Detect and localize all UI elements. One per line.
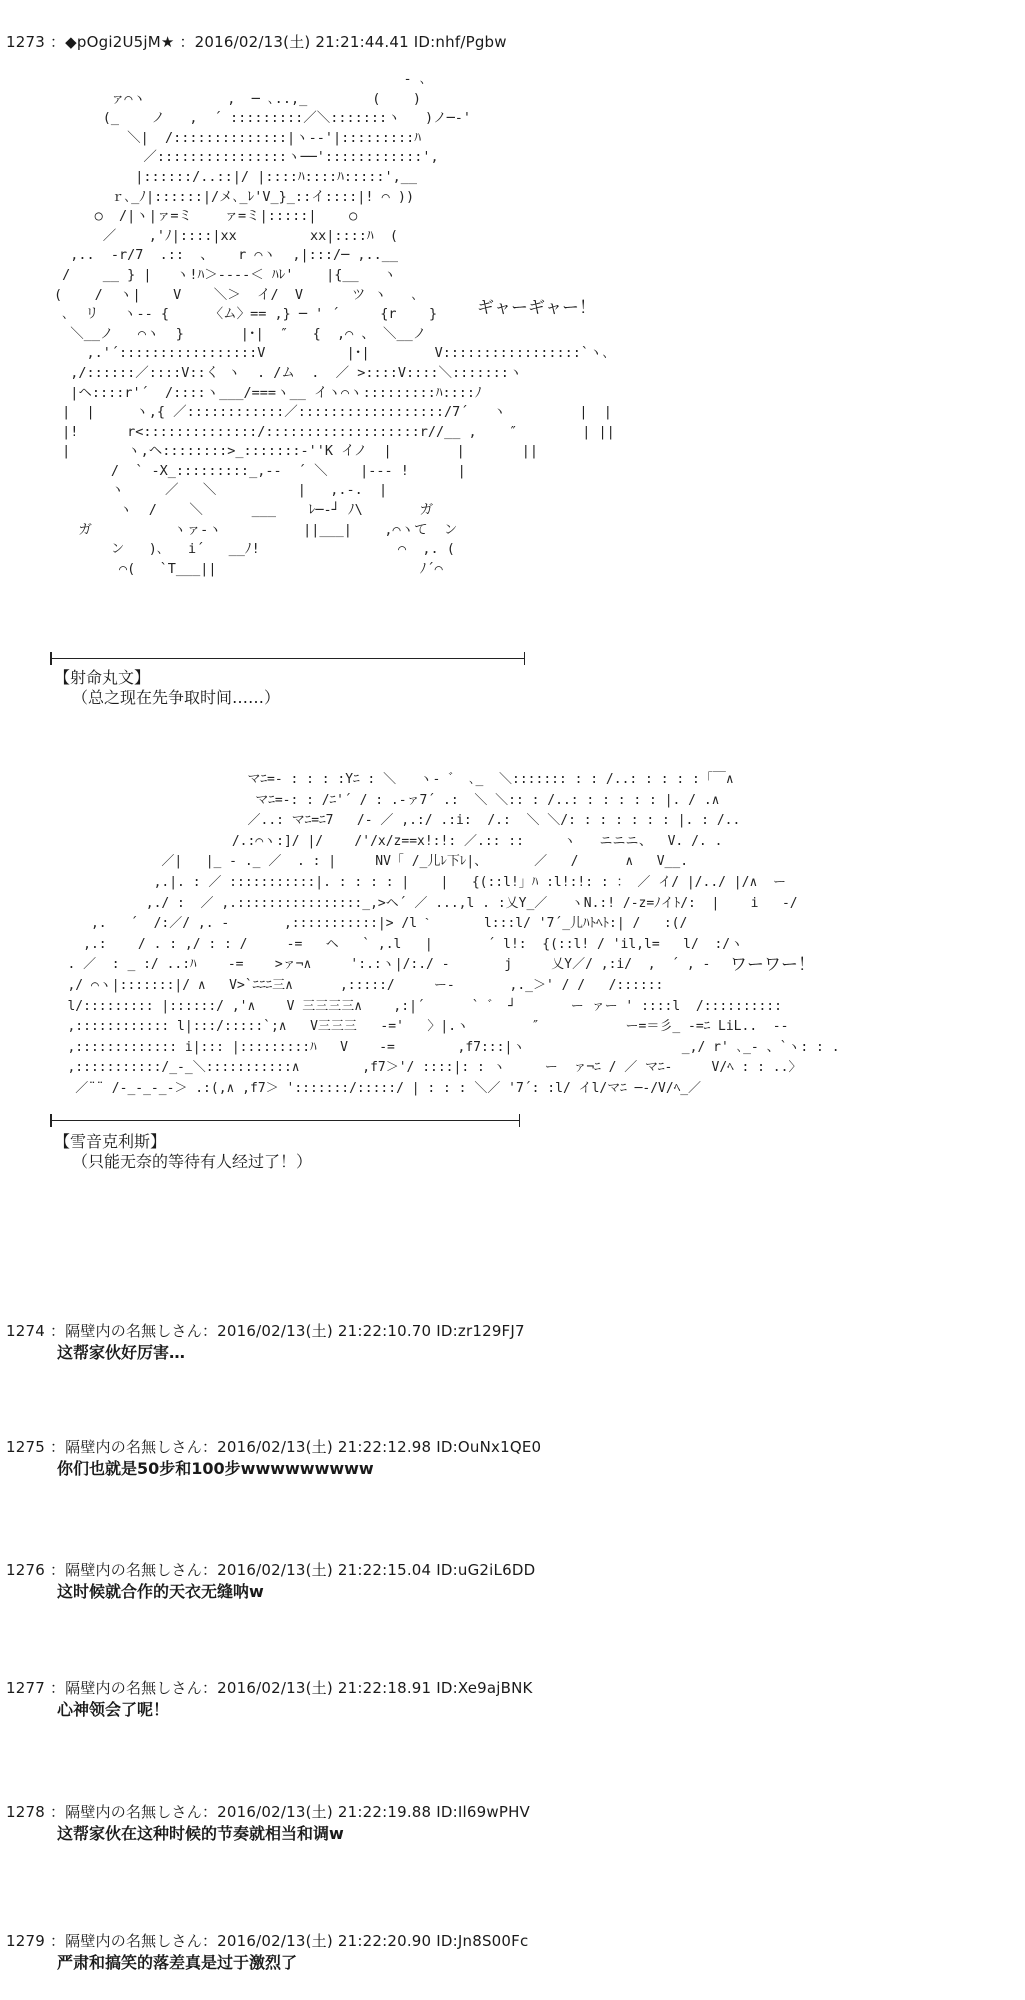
speaker-line: （总之现在先争取时间……）: [72, 688, 281, 707]
post-header: 1278 ：隔壁内の名無しさん：2016/02/13(土) 21:22:19.88 ID:Il69wPHV: [6, 1803, 531, 1821]
post-header: 1277 ：隔壁内の名無しさん：2016/02/13(土) 21:22:18.91 ID:Xe9ajBNK: [6, 1679, 533, 1697]
post-header: 1279 ：隔壁内の名無しさん：2016/02/13(土) 21:22:20.90 ID:Jn8S00Fc: [6, 1932, 529, 1950]
post-body: 你们也就是50步和100步wwwwwwwww: [57, 1459, 374, 1478]
scene-caption: [54, 668, 280, 708]
shout-text: ギャーギャー！: [477, 298, 596, 318]
post-header: 1275 ：隔壁内の名無しさん：2016/02/13(土) 21:22:12.98 ID:OuNx1QE0: [6, 1438, 542, 1456]
post-header: 1276 ：隔壁内の名無しさん：2016/02/13(土) 21:22:15.04 ID:uG2iL6DD: [6, 1561, 536, 1579]
speaker-name: 【雪音克利斯】: [54, 1132, 167, 1151]
ascii-art-aya: ‐ ､ ァ⌒ヽ , ─ ､..,_ ( ) (_ ノ , ´ :::::::::／＼:::::::ヽ )ノ─‐' ＼| /::::::::::::::|ヽ‐‐'|:::::::::ﾊ ／::::::::::::::::ヽ──'::::::::::::', |::::::/..::|/ |::::ﾊ::::ﾊ:::::',__ ｒ､_ﾉ|::::::|/メ､_ﾚ'V_}_::イ::::|! ⌒ )) ○ /|ヽ|ァ=ミ ァ=ミ|:::::| ○ ／ ,'ﾉ|::::|xx xx|::::ﾊ ( ,.. -r/7 .:: 、 r ⌒ヽ ,|:::/─ ,..__ / __ } | ヽ!ﾊ＞----＜ ﾊﾚ' |{__ ヽ ( / ヽ| V ＼＞ イ/ V ツ ヽ ､ ､ リ ヽ-‐ { 〈ム〉== ,} ─ ' ´ {r } ＼__ノ ⌒ヽ } |･| ″ { ,⌒ 、 ＼__ノ ,.'´:::::::::::::::::V |･| V:::::::::::::::::`ヽ､ ,/::::::／::::V::く ヽ . /ム . ／ >::::V::::＼:::::::ヽ |ヘ::::r'´ /::::ヽ___/===ヽ__ イヽ⌒ヽ:::::::::ﾊ::::ﾉ | | ヽ,{ ／::::::::::::／::::::::::::::::::/7´ ヽ | | |! r<::::::::::::::/:::::::::::::::::::r//__ , ″ | || | ヽ,ヘ::::::::>_:::::::‐''K イノ | | || / ` ‐X_:::::::::_,-‐ ´ ＼ |‐‐‐ ! | ヽ ／ ＼ | ,.-. | ヽ / ＼ ___ ﾚ─‐┘ ﾉ\ ガ ガ ヽァ‐ヽ ||___| ,⌒ヽて ン ン )､ i´ __ﾉ! ⌒ ,. ( ⌒( `T___|| ﾉ´⌒: [54, 71, 615, 577]
ascii-art-chris: マﾆ=‐ : : : :Yﾆ : ＼ ヽ‐ ゛ ､_ ＼::::::: : : /..: : : : :「￣∧ マﾆ=‐: : /ﾆ'´ / : .‐ァ7´ .: ＼ ＼:: : /..: : : : : : |. / .∧ ／..: マﾆ=ﾆ7 /‐ ／ ,.:/ .:i: /.: ＼ ＼/: : : : : : : |. : /.. /.:⌒ヽ:]/ |/ /'/x/z==x!:!: ／.:: :: ヽ ニニニ、 V. /. . ／| |_ ‐ ._ ／ . : | NV「 /_儿ﾚ下ﾚ|、 ／ / ∧ V__. ,.|. : ／ :::::::::::|. : : : : | | {(::l!」ﾊ :l!:!: : ： ／ イ/ |/../ |/∧ ー ,./ : ／ ,.::::::::::::::::_,>ヘ´ ／ ...,l . :乂Y_／ ヽN.:! /‐z=ﾉイﾄ/: | i ‐/ ,. ´ /:／/ ,. ‐ ,:::::::::::|> /l ˋ l:::l/ '7´_儿ﾊﾄﾍﾄ:| / :(/ ,.: / . : ,/ : : / -= ヘ ` ,.l | ´ l!: {(::l! / 'il,l= l/ :/ヽ . ／ : _ :/ ..:ﾊ -= >ァ¬∧ ':.:ヽ|/:./ ‐ j 乂Y／/ ,:i/ , ´ , ‐ ,/ ⌒ヽ|:::::::|/ ∧ V>`ﾆﾆﾆ三∧ ,:::::/ ー‐ ,._＞' / / /:::::: l/::::::::: |::::::/ ,'∧ V 三三三三∧ ,:|´ ` ゛ ┘ ー ァー ' ::::l /:::::::::: ,:::::::::::: l|:::/:::::`;∧ V三三三 -=' 〉|.ヽ ″ ー=＝彡_ ‐=ﾆ LiL.. -‐ ,::::::::::::: i|::: |:::::::::ﾊ V -= ,f7:::|ヽ _,/ r' ､_‐ 、`ヽ: : . ,:::::::::::/_‐_＼:::::::::::∧ ,f7＞'/ ::::|: : ヽ ー ァ¬ﾆ / ／ マﾆ‐ V/ﾍ : : ..〉 ／¨¨ /‐_‐_‐_-＞ .:(,∧ ,f7＞ ':::::::/:::::/ | : : : ＼／ '7´: :l/ イl/マﾆ ─‐/V/ﾍ_／: [67, 772, 840, 1096]
post-header: 1273 ：◆pOgi2U5jM★ ：2016/02/13(土) 21:21:44.41 ID:nhf/Pgbw: [6, 33, 507, 51]
scene-caption: [54, 1132, 312, 1172]
speaker-name: 【射命丸文】: [54, 668, 151, 687]
shout-text: ワーワー！: [730, 955, 815, 975]
speaker-line: （只能无奈的等待有人经过了！）: [72, 1152, 313, 1171]
scene-divider: [50, 1120, 520, 1121]
scene-divider: [50, 658, 525, 659]
post-body: 这帮家伙好厉害…: [57, 1343, 186, 1362]
post-body: 这帮家伙在这种时候的节奏就相当和调w: [57, 1824, 344, 1843]
post-body: 心神领会了呢！: [57, 1700, 170, 1719]
post-body: 这时候就合作的天衣无缝呐w: [57, 1582, 264, 1601]
post-body: 严肃和搞笑的落差真是过于激烈了: [57, 1953, 298, 1972]
post-header: 1274 ：隔壁内の名無しさん：2016/02/13(土) 21:22:10.70 ID:zr129FJ7: [6, 1322, 525, 1340]
